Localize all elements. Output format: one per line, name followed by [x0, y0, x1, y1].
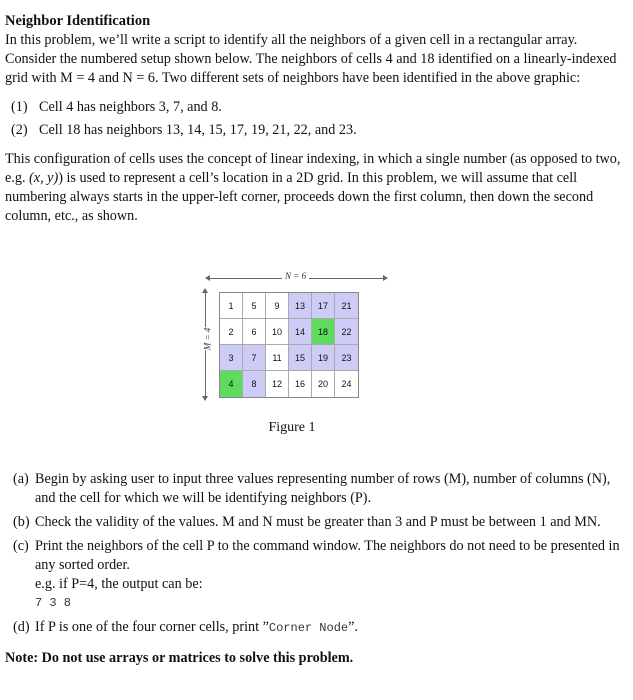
- grid-cell-18: 18: [312, 319, 335, 345]
- question-text: If P is one of the four corner cells, print ”: [35, 619, 269, 635]
- grid-cell-8: 8: [243, 371, 266, 397]
- question-text: Check the validity of the values. M and N must be greater than 3 and P must be between 1 and MN.: [35, 514, 601, 530]
- arrow-left-icon: [205, 275, 210, 281]
- corner-node-code: Corner Node: [268, 621, 349, 635]
- list-item-text: Cell 4 has neighbors 3, 7, and 8.: [39, 99, 222, 115]
- question-number: (d): [13, 619, 30, 635]
- m-dimension-label: M = 4: [202, 327, 213, 351]
- grid-cell-14: 14: [289, 319, 312, 345]
- grid-cell-16: 16: [289, 371, 312, 397]
- paragraph-text-part: ) is used to represent a cell’s location in a 2D grid. In this problem, we will assume that cell numbering always starts in the upper-left corner, proceeds down the first column, then down the second column, etc., as shown.: [5, 170, 594, 224]
- problem-page: [5, 12, 625, 226]
- list-item-number: (2): [11, 122, 28, 138]
- example-output: 7 3 8: [35, 596, 72, 610]
- grid-cell-5: 5: [243, 293, 266, 319]
- example-label: e.g. if P=4, the output can be:: [35, 576, 203, 592]
- grid-cell-3: 3: [220, 345, 243, 371]
- example-list: [5, 98, 625, 140]
- page-title: Neighbor Identification: [5, 13, 151, 29]
- arrow-down-icon: [202, 396, 208, 401]
- figure-caption: Figure 1: [268, 420, 316, 435]
- grid-cell-13: 13: [289, 293, 312, 319]
- question-text: Print the neighbors of the cell P to the command window. The neighbors do not need to be presented in any sorted order.: [35, 538, 620, 573]
- list-item-number: (1): [11, 99, 28, 115]
- question-text: ”.: [348, 619, 358, 635]
- n-dimension-label: N = 6: [282, 271, 309, 281]
- grid-cell-7: 7: [243, 345, 266, 371]
- question-item: [5, 470, 625, 508]
- grid-cell-22: 22: [335, 319, 358, 345]
- arrow-right-icon: [383, 275, 388, 281]
- question-number: (c): [13, 538, 29, 554]
- grid-cell-21: 21: [335, 293, 358, 319]
- grid-cell-17: 17: [312, 293, 335, 319]
- grid-cell-4: 4: [220, 371, 243, 397]
- grid-figure: [197, 270, 387, 435]
- question-item: [5, 513, 625, 532]
- grid-cell-10: 10: [266, 319, 289, 345]
- question-item: [5, 537, 625, 613]
- question-number: (b): [13, 514, 30, 530]
- grid-cell-2: 2: [220, 319, 243, 345]
- intro-paragraph: In this problem, we’ll write a script to identify all the neighbors of a given cell in a rectangular array. Consider the numbered setup shown below. The neighbors of cells 4 and 18 identified on a linearly-indexed grid with M = 4 and N = 6. Two different sets of neighbors have been identified in the above graphic:: [5, 32, 617, 86]
- grid-cell-15: 15: [289, 345, 312, 371]
- grid-cell-23: 23: [335, 345, 358, 371]
- grid-cell-9: 9: [266, 293, 289, 319]
- grid-cell-12: 12: [266, 371, 289, 397]
- arrow-up-icon: [202, 288, 208, 293]
- question-number: (a): [13, 471, 29, 487]
- grid-cell-24: 24: [335, 371, 358, 397]
- paragraph-text-part: This configuration of cells uses the concept of linear indexing, in which a single number (as opposed to two, e.g.: [5, 151, 621, 186]
- question-text: Begin by asking user to input three values representing number of rows (M), number of columns (N), and the cell for which we will be identifying neighbors (P).: [35, 471, 611, 506]
- note: Note: Do not use arrays or matrices to solve this problem.: [5, 650, 354, 666]
- grid-cell-1: 1: [220, 293, 243, 319]
- grid-cell-6: 6: [243, 319, 266, 345]
- grid-cell-19: 19: [312, 345, 335, 371]
- question-list: [5, 470, 625, 668]
- list-item-text: Cell 18 has neighbors 13, 14, 15, 17, 19, 21, 22, and 23.: [39, 122, 357, 138]
- math-expression: (x, y): [29, 170, 59, 186]
- question-item: [5, 618, 625, 638]
- list-item: [5, 121, 625, 140]
- list-item: [5, 98, 625, 117]
- linear-indexing-paragraph: [5, 150, 625, 226]
- grid-cell-11: 11: [266, 345, 289, 371]
- cell-grid: [219, 292, 359, 398]
- grid-cell-20: 20: [312, 371, 335, 397]
